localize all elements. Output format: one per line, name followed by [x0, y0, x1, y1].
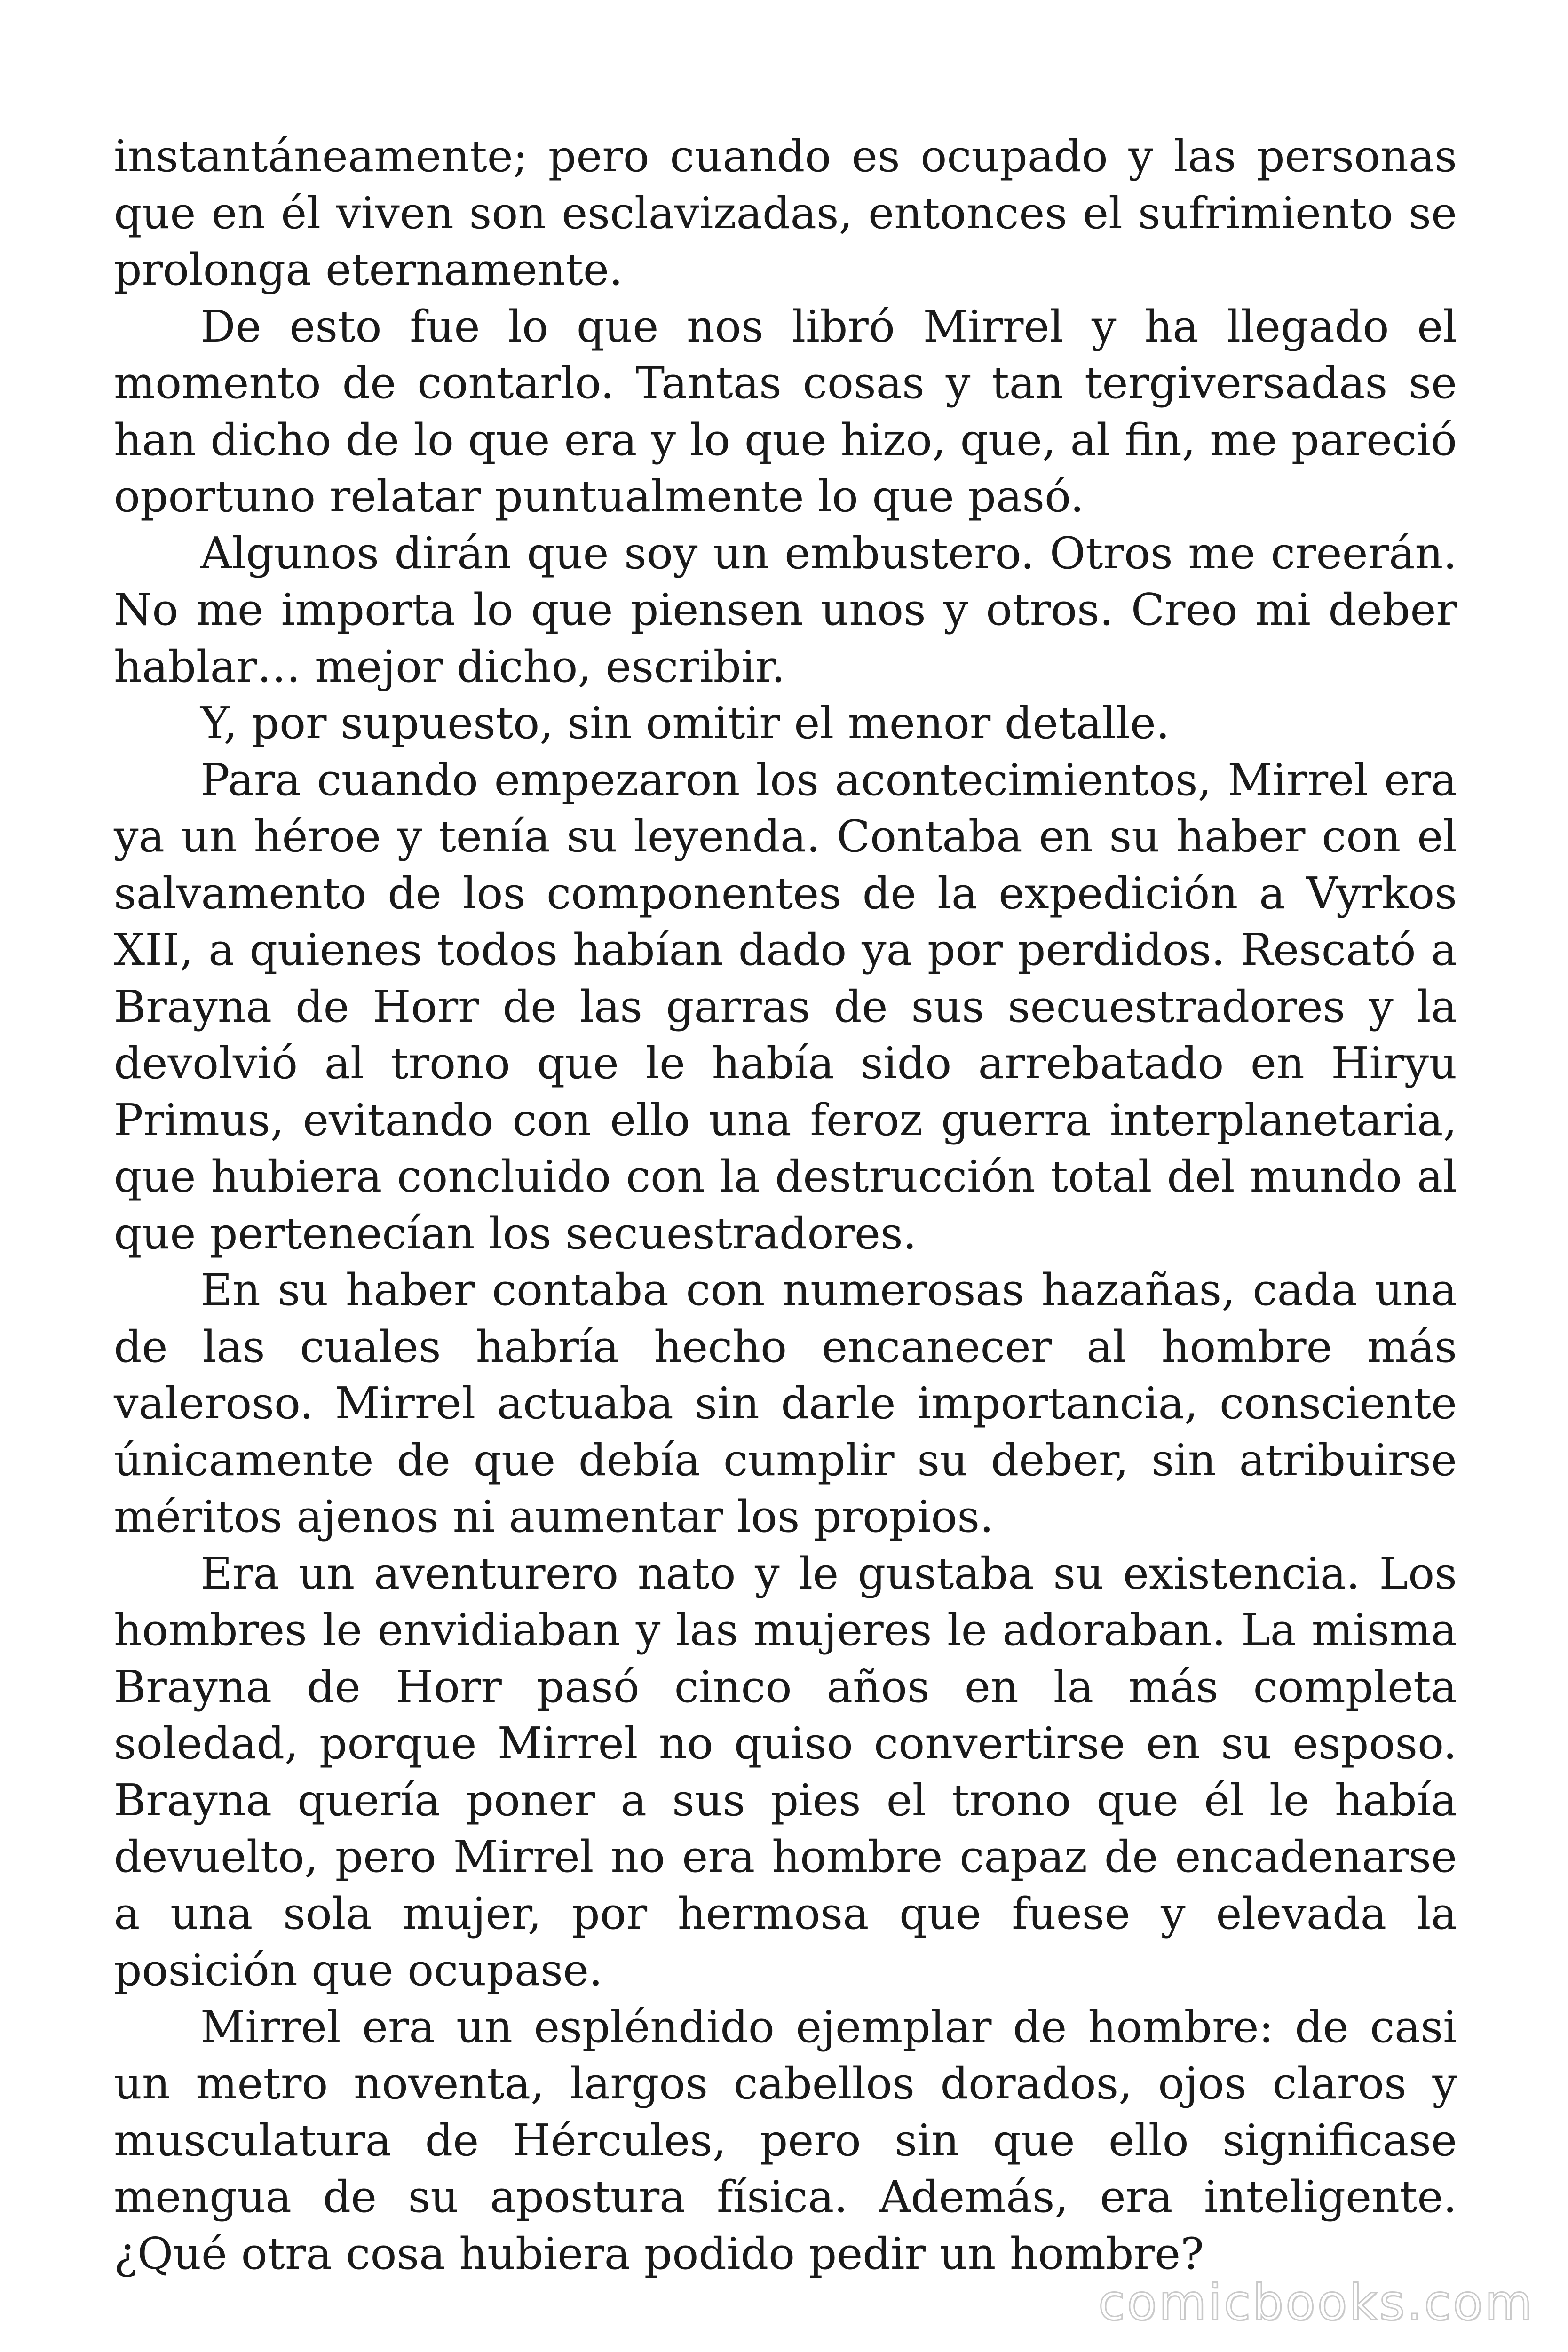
paragraph: Era un aventurero nato y le gustaba su existencia. Los hombres le envidiaban y las mujeres le adoraban. La misma Brayna de Horr pasó cinco años en la más completa soledad, porque Mirrel no quiso convertirse en su esposo. Brayna quería poner a sus pies el trono que él le había devuelto, pero Mirrel no era hombre capaz de encadenarse a una sola mujer, por hermosa que fuese y elevada la posición que ocupase. [114, 1548, 1457, 1995]
paragraph: instantáneamente; pero cuando es ocupado y las personas que en él viven son esclavizadas, entonces el sufrimiento se prolonga eternamente. [114, 131, 1457, 295]
paragraph: De esto fue lo que nos libró Mirrel y ha llegado el momento de contarlo. Tantas cosas y tan tergiversadas se han dicho de lo que era y lo que hizo, que, al fin, me pareció oportuno relatar puntualmente lo que pasó. [114, 301, 1457, 522]
paragraph: Para cuando empezaron los acontecimientos, Mirrel era ya un héroe y tenía su leyenda. Contaba en su haber con el salvamento de los componentes de la expedición a Vyrkos XII, a quienes todos habían dado ya por perdidos. Rescató a Brayna de Horr de las garras de sus secuestradores y la devolvió al trono que le había sido arrebatado en Hiryu Primus, evitando con ello una feroz guerra interplanetaria, que hubiera concluido con la destrucción total del mundo al que pertenecían los secuestradores. [114, 754, 1457, 1259]
paragraph: Algunos dirán que soy un embustero. Otros me creerán. No me importa lo que piensen unos y otros. Creo mi deber hablar… mejor dicho, escribir. [114, 527, 1457, 692]
site-watermark: comicbooks.com [1098, 2274, 1534, 2331]
paragraph: Mirrel era un espléndido ejemplar de hombre: de casi un metro noventa, largos cabellos dorados, ojos claros y musculatura de Hércules, pero sin que ello significase mengua de su apostura física. Además, era inteligente. ¿Qué otra cosa hubiera podido pedir un hombre? [114, 2001, 1457, 2279]
paragraph: En su haber contaba con numerosas hazañas, cada una de las cuales habría hecho encanecer al hombre más valeroso. Mirrel actuaba sin darle importancia, consciente únicamente de que debía cumplir su deber, sin atribuirse méritos ajenos ni aumentar los propios. [114, 1264, 1457, 1542]
body-text [114, 128, 1457, 2282]
paragraph: Y, por supuesto, sin omitir el menor detalle. [200, 698, 1170, 748]
